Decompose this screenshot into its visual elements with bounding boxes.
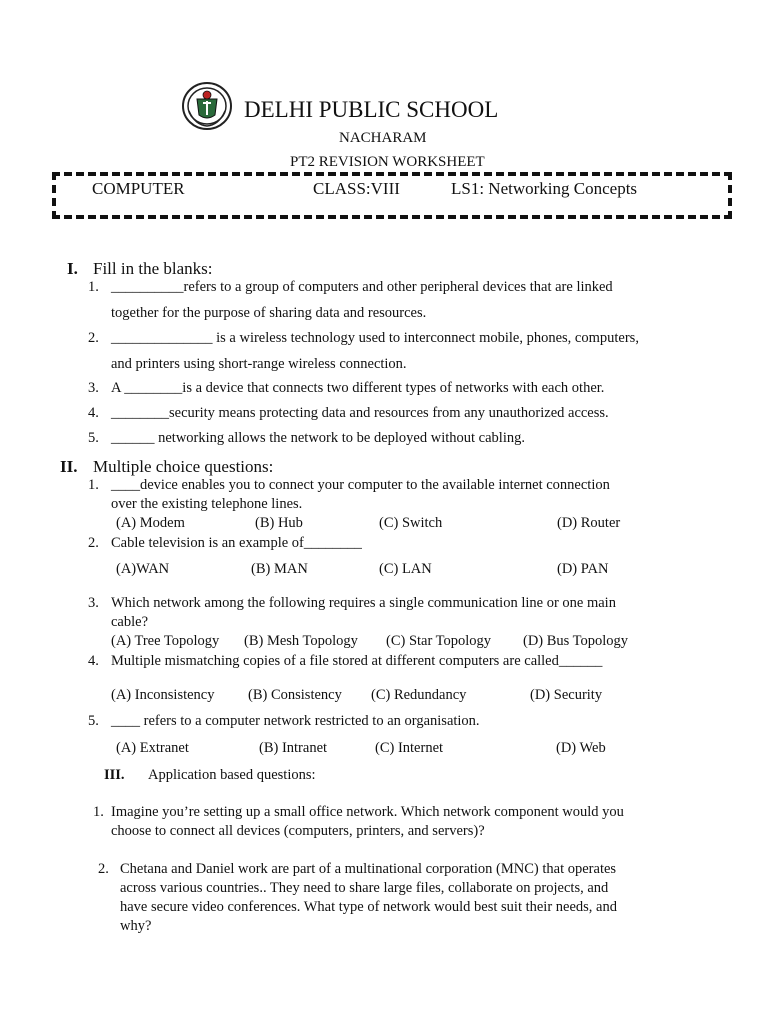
app-q1-number: 1. [93,804,104,820]
section-1-title: Fill in the blanks: [93,259,213,278]
section-3-title: Application based questions: [148,767,316,783]
mcq-q3-option-b: (B) Mesh Topology [244,633,358,649]
mcq-q2-option-d: (D) PAN [557,561,609,577]
mcq-q2-option-c: (C) LAN [379,561,432,577]
app-q2-line3: have secure video conferences. What type of network would best suit their needs, and [120,899,617,915]
mcq-q3-line1: Which network among the following requires a single communication line or one main [111,595,616,611]
subject-label: COMPUTER [92,179,185,198]
app-q2-line4: why? [120,918,152,934]
fill-q1-line1: __________refers to a group of computers and other peripheral devices that are linked [111,279,613,295]
mcq-q1-option-c: (C) Switch [379,515,443,531]
mcq-q1-option-b: (B) Hub [255,515,303,531]
mcq-q5-option-d: (D) Web [556,740,606,756]
section-1-number: I. [67,259,78,278]
mcq-q1-line1: ____device enables you to connect your computer to the available internet connection [111,477,610,493]
mcq-q5-option-a: (A) Extranet [116,740,189,756]
mcq-q2-option-b: (B) MAN [251,561,308,577]
mcq-q1-line2: over the existing telephone lines. [111,496,303,512]
mcq-q1-number: 1. [88,477,99,493]
mcq-q4-line1: Multiple mismatching copies of a file stored at different computers are called______ [111,653,603,669]
app-q2-line1: Chetana and Daniel work are part of a multinational corporation (MNC) that operates [120,861,617,877]
school-name: DELHI PUBLIC SCHOOL [244,97,499,122]
lesson-label: LS1: Networking Concepts [451,179,638,198]
fill-q2-line1: ______________ is a wireless technology used to interconnect mobile, phones, computers, [111,330,639,346]
fill-q2-number: 2. [88,330,99,346]
branch-name: NACHARAM [339,130,427,146]
section-2-title: Multiple choice questions: [93,457,274,476]
mcq-q1-option-a: (A) Modem [116,515,185,531]
fill-q1-line2: together for the purpose of sharing data and resources. [111,305,427,321]
mcq-q5-option-b: (B) Intranet [259,740,328,756]
fill-q2-line2: and printers using short-range wireless connection. [111,356,407,372]
mcq-q4-option-d: (D) Security [530,687,603,703]
fill-q4-number: 4. [88,405,99,421]
fill-q1-number: 1. [88,279,99,295]
mcq-q2-number: 2. [88,535,99,551]
mcq-q3-number: 3. [88,595,99,611]
mcq-q5-number: 5. [88,713,99,729]
mcq-q4-option-b: (B) Consistency [248,687,342,703]
app-q2-number: 2. [98,861,109,877]
mcq-q4-option-a: (A) Inconsistency [111,687,215,703]
fill-q5-number: 5. [88,430,99,446]
fill-q4-line1: ________security means protecting data and resources from any unauthorized access. [111,405,609,421]
mcq-q3-option-c: (C) Star Topology [386,633,492,649]
app-q1-line2: choose to connect all devices (computers, printers, and servers)? [111,823,485,839]
mcq-q3-option-a: (A) Tree Topology [111,633,220,649]
app-q2-line2: across various countries.. They need to share large files, collaborate on projects, and [120,880,609,896]
fill-q3-line1: A ________is a device that connects two different types of networks with each other. [111,380,605,396]
mcq-q4-option-c: (C) Redundancy [371,687,467,703]
section-2-number: II. [60,457,78,476]
mcq-q4-number: 4. [88,653,99,669]
mcq-q5-option-c: (C) Internet [375,740,444,756]
mcq-q2-line1: Cable television is an example of________ [111,535,362,551]
mcq-q1-option-d: (D) Router [557,515,621,531]
mcq-q2-option-a: (A)WAN [116,561,170,577]
class-label: CLASS:VIII [313,179,400,198]
section-3-number: III. [104,767,125,783]
mcq-q5-line1: ____ refers to a computer network restricted to an organisation. [111,713,480,729]
school-logo [181,81,233,131]
mcq-q3-line2: cable? [111,614,149,630]
mcq-q3-option-d: (D) Bus Topology [523,633,629,649]
worksheet-title: PT2 REVISION WORKSHEET [290,154,485,170]
app-q1-line1: Imagine you’re setting up a small office network. Which network component would you [111,804,624,820]
fill-q5-line1: ______ networking allows the network to be deployed without cabling. [111,430,525,446]
fill-q3-number: 3. [88,380,99,396]
